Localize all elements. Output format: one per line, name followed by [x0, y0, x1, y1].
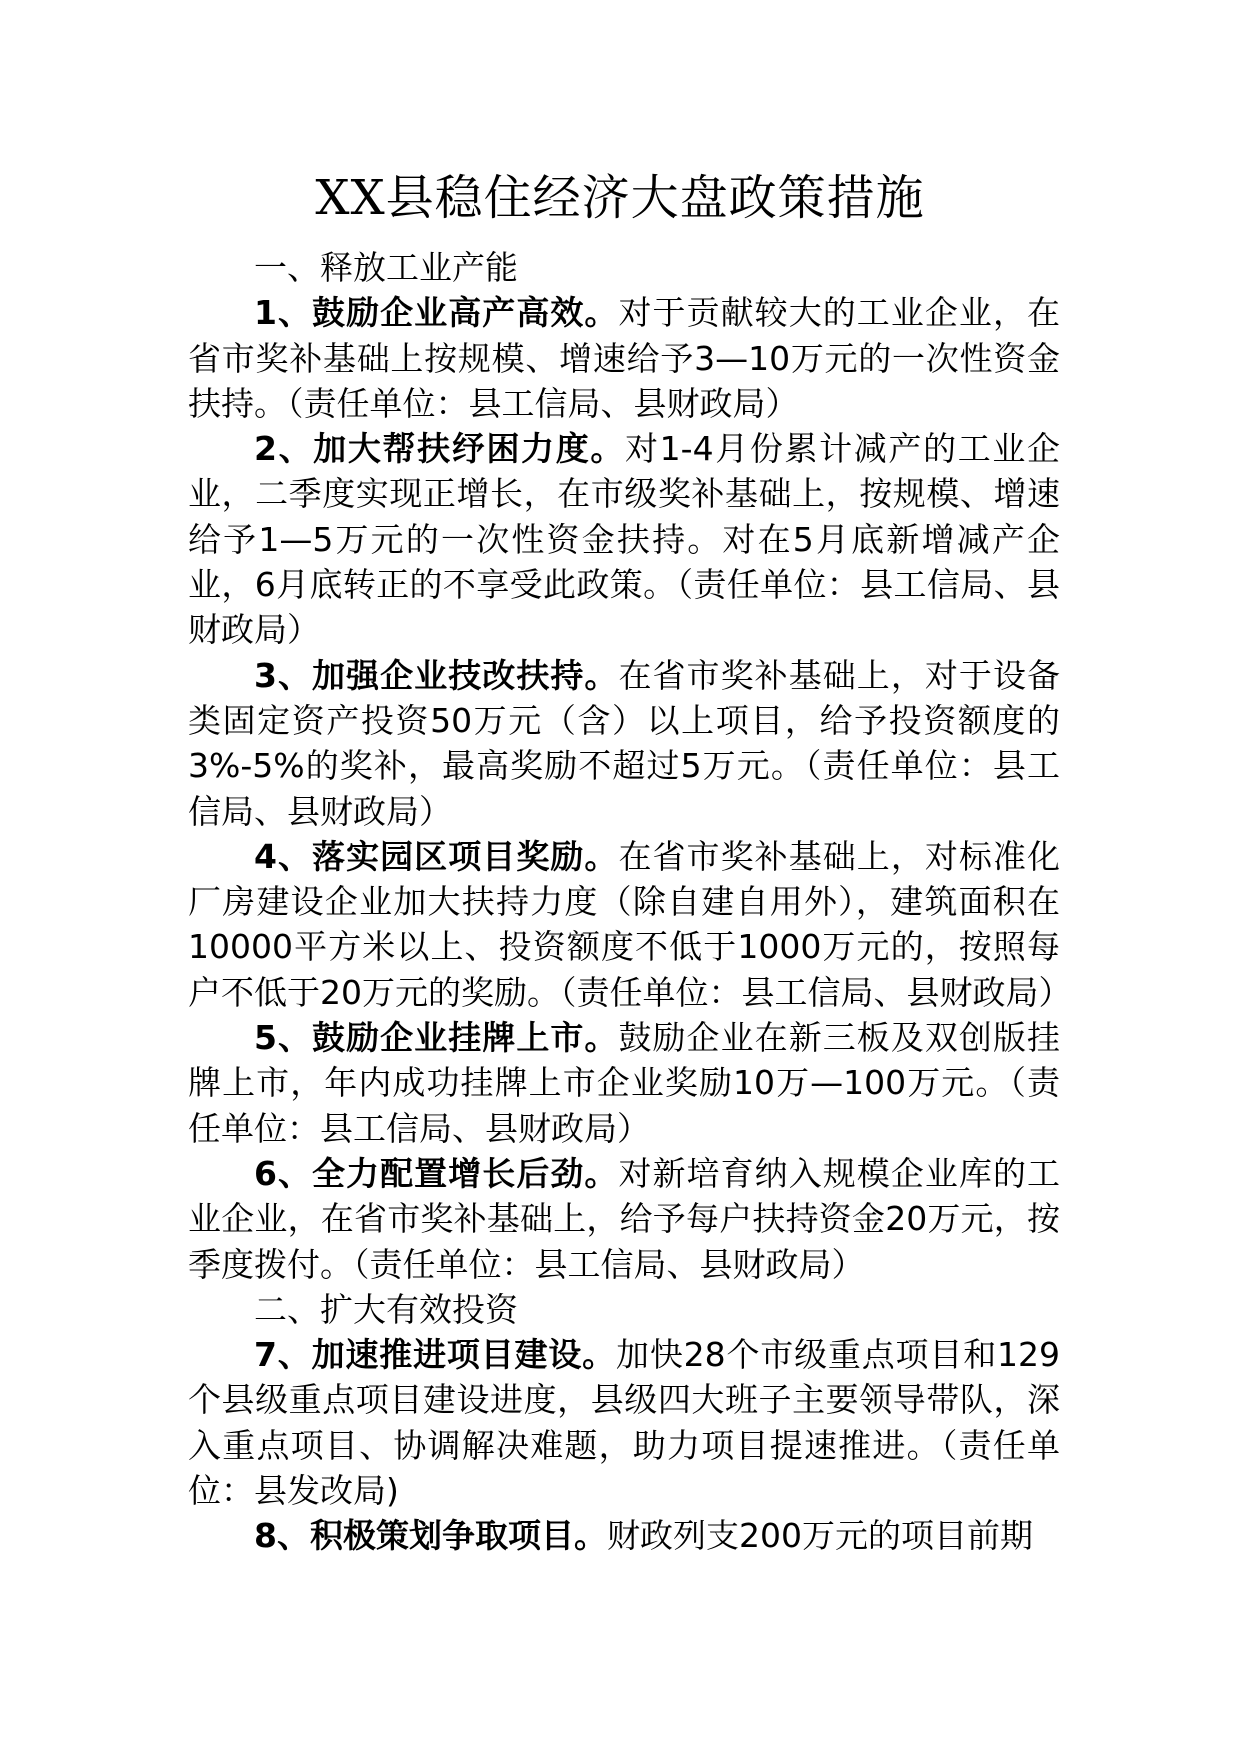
document-body — [188, 245, 1072, 1559]
policy-item — [188, 290, 1060, 426]
policy-item — [188, 426, 1060, 652]
policy-item-text: 对新培育纳入规模企业库的工业企业，在省市奖补基础上，给予每户扶持资金20万元，按季度拨付。（责任单位：县工信局、县财政局） — [188, 1153, 1061, 1284]
section-heading: 一、释放工业产能 — [254, 248, 518, 287]
policy-item-title: 8、积极策划争取项目。 — [254, 1516, 607, 1556]
policy-item — [188, 1332, 1060, 1513]
policy-item-title: 5、鼓励企业挂牌上市。 — [254, 1018, 619, 1058]
policy-item-text: 对于贡献较大的工业企业，在省市奖补基础上按规模、增速给予3—10万元的一次性资金扶持。（责任单位：县工信局、县财政局） — [188, 293, 1061, 423]
document-title: XX县稳住经济大盘政策措施 — [315, 170, 925, 226]
policy-item-text: 财政列支200万元的项目前期 — [606, 1516, 1033, 1556]
policy-item-text: 加快28个市级重点项目和129个县级重点项目建设进度，县级四大班子主要领导带队，深入重点项目、协调解决难题，助力项目提速推进。（责任单位：县发改局) — [188, 1335, 1061, 1511]
policy-item-title: 2、加大帮扶纾困力度。 — [254, 429, 626, 469]
policy-item — [188, 1015, 1060, 1151]
policy-item-title: 1、鼓励企业高产高效。 — [254, 293, 619, 333]
policy-item — [188, 1513, 1060, 1558]
policy-item-text: 在省市奖补基础上，对于设备类固定资产投资50万元（含）以上项目，给予投资额度的3%-5%的奖补，最高奖励不超过5万元。（责任单位：县工信局、县财政局） — [188, 655, 1061, 831]
policy-item-text: 对1-4月份累计减产的工业企业，二季度实现正增长，在市级奖补基础上，按规模、增速给予1—5万元的一次性资金扶持。对在5月底新增减产企业，6月底转正的不享受此政策。（责任单位：县工信局、县财政局） — [188, 429, 1060, 650]
policy-item — [188, 1151, 1060, 1287]
policy-item — [188, 653, 1060, 834]
policy-item-title: 7、加速推进项目建设。 — [254, 1335, 616, 1375]
section-heading: 二、扩大有效投资 — [254, 1289, 518, 1329]
policy-item-text: 鼓励企业在新三板及双创版挂牌上市，年内成功挂牌上市企业奖励10万—100万元。（责任单位：县工信局、县财政局） — [188, 1018, 1061, 1148]
policy-item — [188, 834, 1072, 1015]
policy-item-text: 在省市奖补基础上，对标准化厂房建设企业加大扶持力度（除自建自用外），建筑面积在10000平方米以上、投资额度不低于1000万元的，按照每户不低于20万元的奖励。（责任单位：县工信局、县财政局） — [188, 836, 1072, 1012]
policy-item-title: 3、加强企业技改扶持。 — [254, 655, 619, 695]
policy-item-title: 4、落实园区项目奖励。 — [254, 836, 619, 876]
policy-item-title: 6、全力配置增长后劲。 — [254, 1153, 619, 1193]
